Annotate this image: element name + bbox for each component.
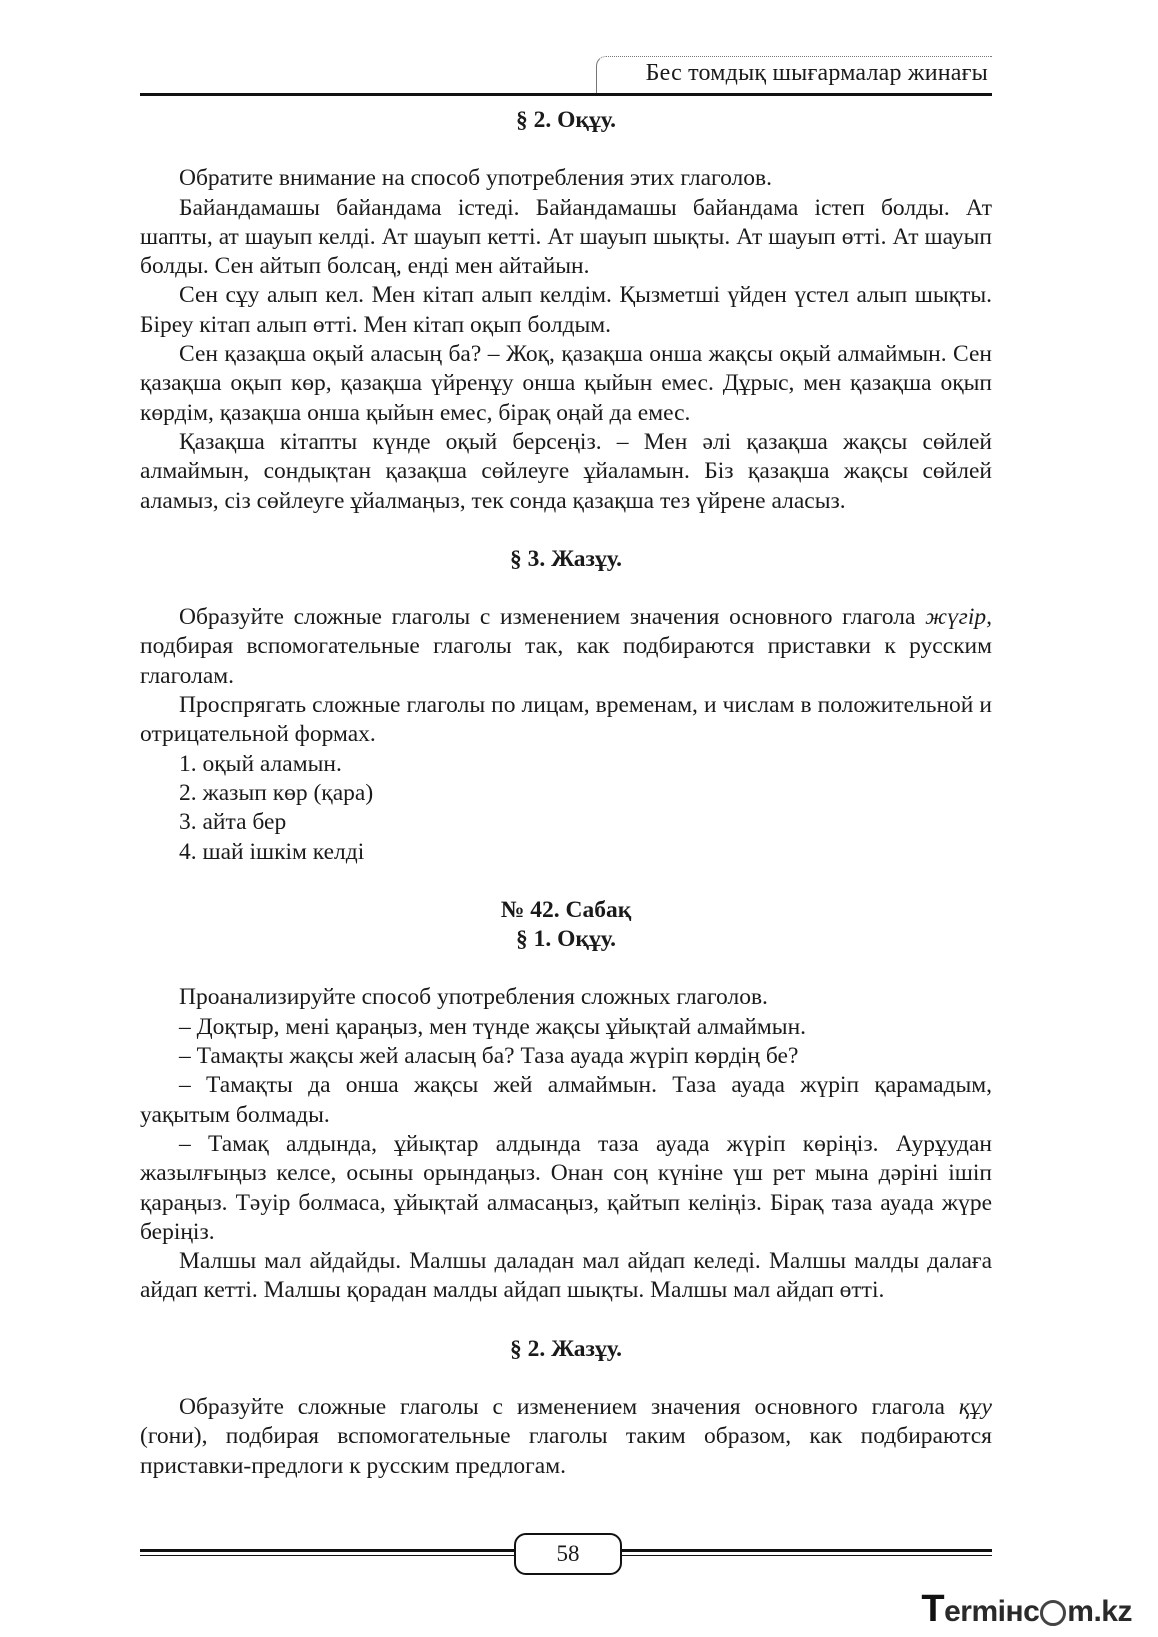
- italic-word: құу: [958, 1393, 992, 1420]
- paragraph: Сен сұу алып кел. Мен кітап алып келдім. Қызметші үйден үстел алып шықты. Біреу кітап алып өтті. Мен кітап оқып болдым.: [140, 282, 992, 338]
- paragraph: Қазақша кітапты күнде оқый берсеңіз. – Мен әлі қазақша жақсы сөйлей алмаймын, сондықтан қазақша сөйлеуге ұйаламын. Біз қазақша жақсы сөйлей аламыз, сіз сөйлеуге ұйалмаңыз, тек сонда қазақша тез үйрене аласыз.: [140, 428, 992, 514]
- page-footer: [140, 1533, 992, 1573]
- section-heading-writing: § 3. Жазұу.: [510, 545, 622, 572]
- magnifier-icon: [1040, 1600, 1066, 1626]
- paragraph: Сен қазақша оқый аласың ба? – Жоқ, қазақша онша жақсы оқый алмаймын. Сен қазақша оқып көр, қазақша үйренұу онша қыйын емес. Дұрыс, мен қазақша оқып көрдім, қазақша онша қыйын емес, бірақ оңай да емес.: [140, 341, 992, 426]
- paragraph: Проспрягать сложные глаголы по лицам, временам, и числам в положительной и отрицательной формах.: [140, 692, 992, 748]
- section-heading-reading: § 1. Оқұу.: [516, 926, 616, 953]
- list-item: 2. жазып көр (қара): [179, 779, 374, 806]
- paragraph: Байандамашы байандама істеді. Байандамашы байандама істеп болды. Ат шапты, ат шауып келді. Ат шауып кетті. Ат шауып шықты. Ат шауып өтті. Ат шауып болды. Сен айтып болсаң, енді мен айтайын.: [140, 194, 992, 280]
- paragraph: Проанализируйте способ употребления сложных глаголов.: [179, 984, 768, 1011]
- italic-word: жүгір,: [925, 604, 992, 631]
- list-item: 3. айта бер: [179, 809, 287, 836]
- header-rule: [140, 93, 992, 96]
- section-heading-writing: § 2. Жазұу.: [510, 1335, 622, 1362]
- paragraph: Малшы мал айдайды. Малшы даладан мал айдап келеді. Малшы малды далаға айдап кетті. Малшы қорадан малды айдап шықты. Малшы мал айдап өтті.: [140, 1248, 992, 1304]
- paragraph: – Тамақ алдында, ұйықтар алдында таза ауада жүріп көріңіз. Аурұудан жазылғыңыз келсе, осыны орындаңыз. Онан соң күніне үш рет мына дәріні ішіп қараңыз. Тәуір болмаса, ұйықтай алмасаңыз, қайтып келіңіз. Бірақ таза ауада жүре беріңіз.: [140, 1130, 992, 1245]
- section-heading-reading: § 2. Оқұу.: [516, 107, 616, 133]
- paragraph: Обратите внимание на способ употребления этих глаголов.: [179, 165, 772, 192]
- paragraph: – Доқтыр, мені қараңыз, мен түнде жақсы ұйықтай алмаймын.: [179, 1013, 807, 1040]
- running-header: [140, 58, 992, 96]
- paragraph: – Тамақты да онша жақсы жей алмаймын. Таза ауада жүріп қарамадым, уақытым болмады.: [140, 1072, 992, 1128]
- page-number: 58: [514, 1533, 622, 1575]
- list-item: 1. оқый аламын.: [179, 750, 342, 777]
- paragraph: Образуйте сложные глаголы с изменением значения основного глагола жүгір, подбирая вспомогательные глаголы так, как подбираются приставки к русским глаголам.: [140, 604, 992, 689]
- lesson-heading: № 42. Сабақ: [500, 896, 632, 923]
- watermark-logo: Termінс m.kz: [921, 1588, 1132, 1630]
- paragraph: Образуйте сложные глаголы с изменением значения основного глагола құу (гони), подбирая вспомогательные глаголы таким образом, как подбираются приставки-предлоги к русским предлогам.: [140, 1393, 992, 1479]
- book-title: Бес томдық шығармалар жинағы: [645, 60, 988, 86]
- list-item: 4. шай ішкім келді: [179, 838, 365, 865]
- paragraph: – Тамақты жақсы жей аласың ба? Таза ауада жүріп көрдің бе?: [179, 1043, 799, 1070]
- page-body: [140, 106, 992, 1481]
